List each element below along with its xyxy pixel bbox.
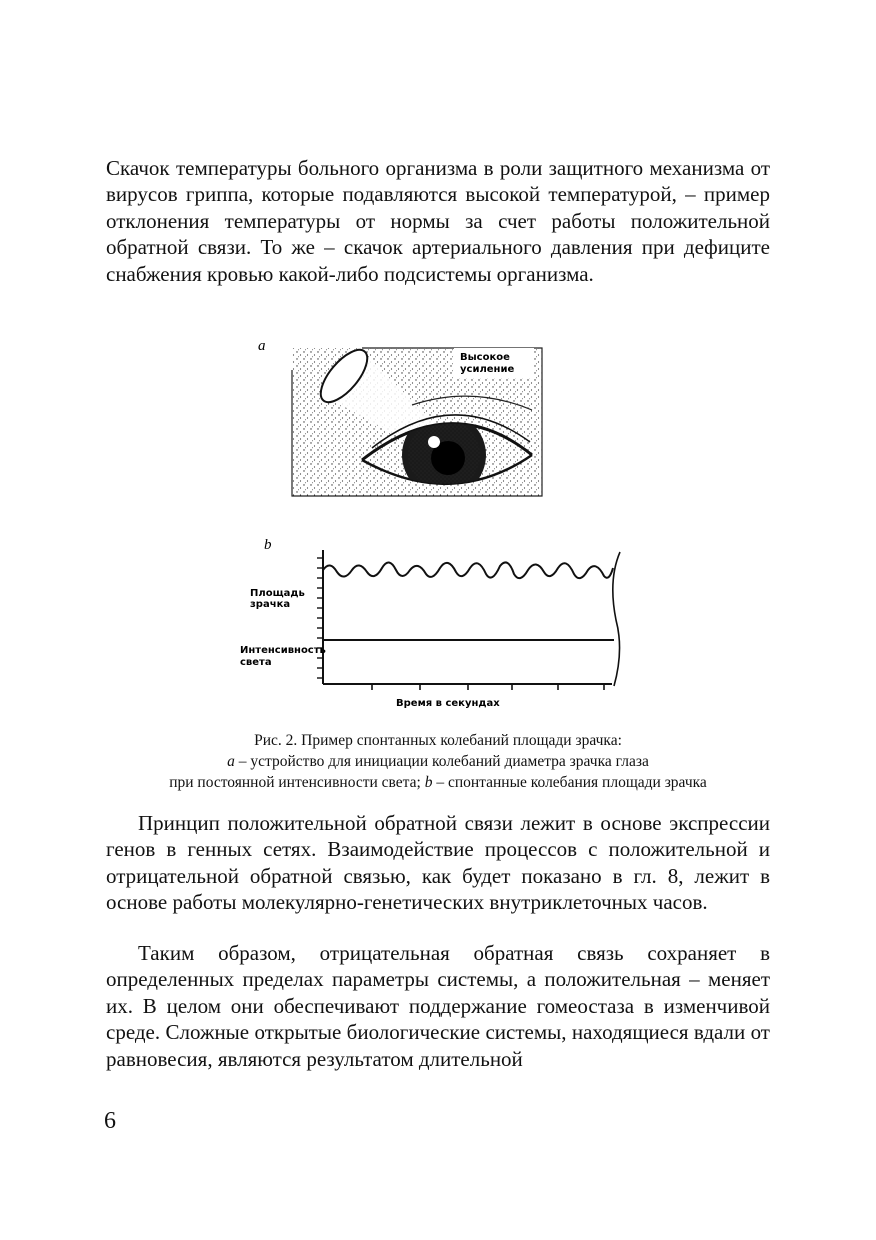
figure-caption: [80, 730, 796, 793]
caption-line-1: Рис. 2. Пример спонтанных колебаний площади зрачка:: [254, 732, 622, 749]
x-axis-label: Время в секундах: [396, 698, 500, 709]
high-gain-label-line1: Высокое: [460, 352, 510, 363]
pupil-area-label-line1: Площадь: [250, 588, 305, 599]
eye-illustration: [292, 342, 542, 497]
page-number: 6: [104, 1108, 116, 1134]
panel-a-letter: a: [258, 338, 266, 354]
caption-letter-b: b: [424, 774, 433, 791]
caption-line-2: [80, 751, 796, 772]
paragraph-1: Скачок температуры больного организма в роли защитного механизма от вирусов гриппа, которые подавляются высокой температурой, – пример отклонения температуры от нормы за счет работы положительной обратной связи. То же – скачок артериального давления при дефиците снабжения кровью какой-либо подсистемы организма.: [106, 156, 770, 286]
caption-line-3: [80, 772, 796, 793]
high-gain-label-line2: усиление: [460, 364, 515, 375]
light-intensity-label-line1: Интенсивность: [240, 645, 326, 656]
caption-letter-a: a: [227, 753, 235, 770]
panel-b-letter: b: [264, 537, 272, 553]
light-intensity-label-line2: света: [240, 657, 272, 668]
paragraph-2: Принцип положительной обратной связи лежит в основе экспрессии генов в генных сетях. Взаимодействие процессов с положительной и отрицательной обратной связью, как будет показано в гл. 8, лежит в основе работы молекулярно-генетических внутриклеточных часов.: [106, 811, 770, 915]
paragraph-3: Таким образом, отрицательная обратная связь сохраняет в определенных пределах параметры системы, а положительная – меняет их. В целом они обеспечивают поддержание гомеостаза в изменчивой среде. Сложные открытые биологические системы, находящиеся вдали от равновесия, являются результатом длительной: [106, 941, 770, 1071]
figure-pupil-oscillations: [212, 330, 662, 720]
caption-line-3-after: – спонтанные колебания площади зрачка: [432, 774, 707, 791]
figure-illustration: [212, 330, 662, 720]
pupil-area-graph: [240, 550, 620, 709]
caption-line-2-text: – устройство для инициации колебаний диаметра зрачка глаза: [234, 753, 649, 770]
pupil-area-label-line2: зрачка: [250, 599, 291, 610]
caption-line-3-before: при постоянной интенсивности света;: [169, 774, 425, 791]
